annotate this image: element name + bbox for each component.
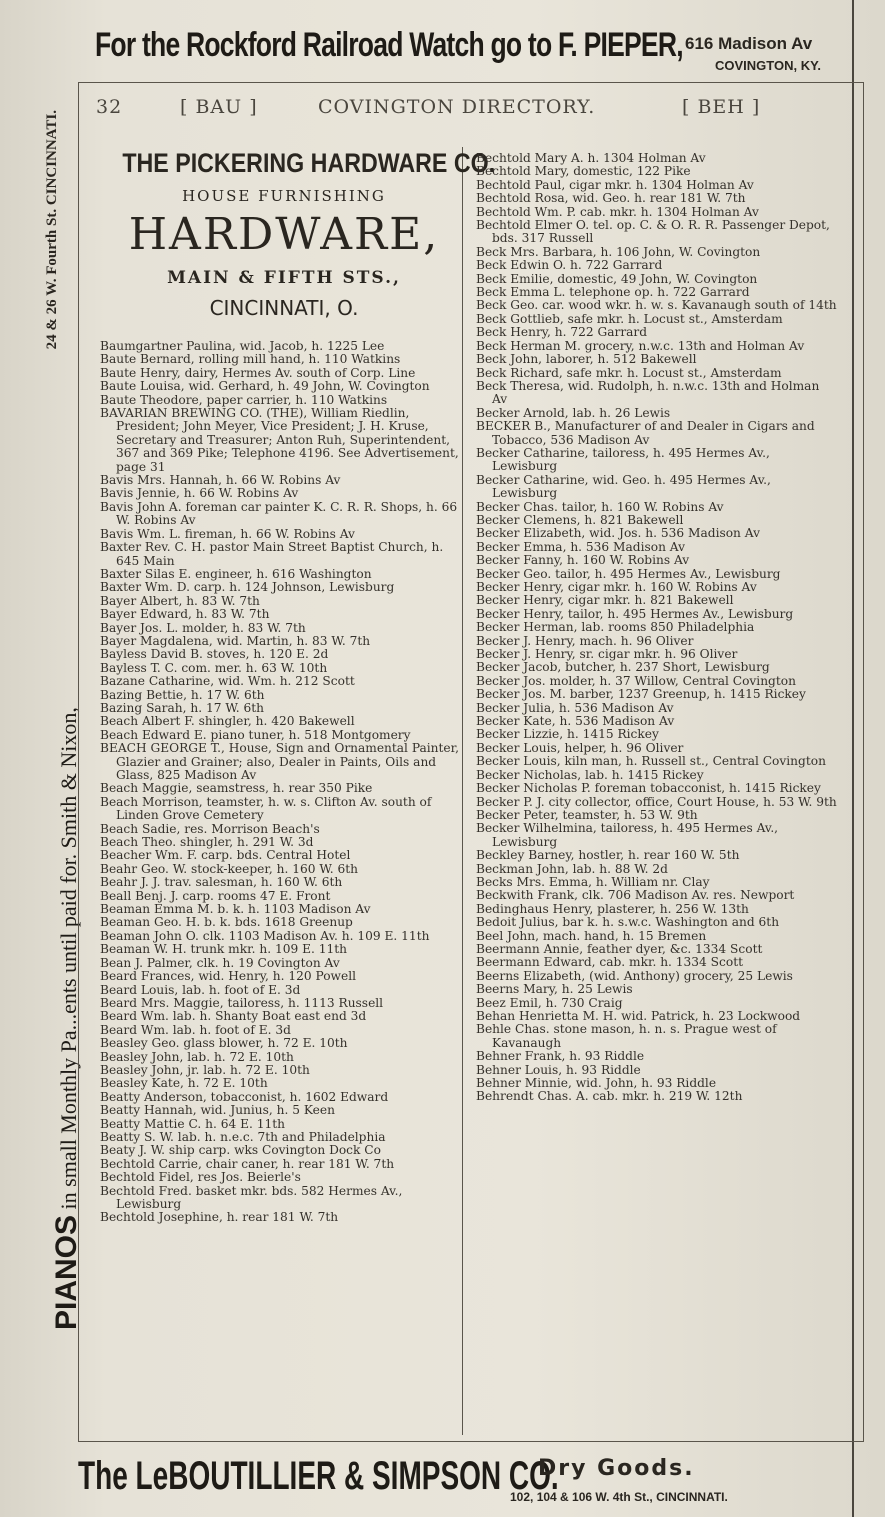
directory-entry: Behle Chas. stone mason, h. n. s. Prague west of Kavanaugh: [476, 1022, 777, 1050]
directory-entry: Beach Edward E. piano tuner, h. 518 Montgomery: [100, 727, 411, 742]
directory-entry: Bedoit Julius, bar k. h. s.w.c. Washington and 6th: [476, 915, 780, 930]
directory-entry: Beach Albert F. shingler, h. 420 Bakewell: [100, 714, 355, 729]
left-column-entries: [100, 340, 466, 1225]
directory-entry: Beel John, mach. hand, h. 15 Bremen: [476, 928, 707, 943]
directory-entry: Bechtold Paul, cigar mkr. h. 1304 Holman Av: [476, 177, 754, 192]
directory-entry: Becker P. J. city collector, office, Court House, h. 53 W. 9th: [476, 794, 837, 809]
directory-entry: Beermann Annie, feather dyer, &c. 1334 Scott: [476, 941, 763, 956]
directory-entry: Baxter Silas E. engineer, h. 616 Washington: [100, 566, 372, 581]
directory-entry: Baute Theodore, paper carrier, h. 110 Watkins: [100, 392, 388, 407]
directory-entry: Beckwith Frank, clk. 706 Madison Av. res. Newport: [476, 888, 795, 903]
directory-entry: Bedinghaus Henry, plasterer, h. 256 W. 13th: [476, 901, 749, 916]
directory-entry: Becker Fanny, h. 160 W. Robins Av: [476, 553, 690, 568]
directory-entry: Beermann Edward, cab. mkr. h. 1334 Scott: [476, 955, 743, 970]
hardware-advertisement: [96, 146, 496, 336]
directory-entry: Beatty Anderson, tobacconist, h. 1602 Edward: [100, 1089, 389, 1104]
bottom-ad-company: The LeBOUTILLIER & SIMPSON CO.: [78, 1454, 559, 1498]
directory-entry: Beckman John, lab. h. 88 W. 2d: [476, 861, 668, 876]
directory-entry: Beard Wm. lab. h. foot of E. 3d: [100, 1022, 291, 1037]
hardware-ad-line1: HOUSE FURNISHING: [182, 187, 386, 205]
directory-entry: Becker Henry, tailor, h. 495 Hermes Av., Lewisburg: [476, 606, 794, 621]
directory-entry: Bechtold Mary A. h. 1304 Holman Av: [476, 151, 706, 165]
hardware-ad-company: THE PICKERING HARDWARE CO.: [122, 148, 496, 178]
directory-entry: Beck Mrs. Barbara, h. 106 John, W. Covington: [476, 244, 761, 259]
directory-entry: Beach Theo. shingler, h. 291 W. 3d: [100, 835, 314, 850]
directory-entry: Behner Louis, h. 93 Riddle: [476, 1062, 641, 1077]
bottom-advertisement: [78, 1448, 862, 1510]
directory-entry: Becker J. Henry, sr. cigar mkr. h. 96 Oliver: [476, 647, 738, 662]
directory-entry: Becker Nicholas P. foreman tobacconist, h. 1415 Rickey: [476, 781, 821, 796]
directory-entry: Beck Emma L. telephone op. h. 722 Garrard: [476, 285, 750, 300]
directory-entry: Beasley Geo. glass blower, h. 72 E. 10th: [100, 1036, 348, 1051]
directory-entry: Beaman Emma M. b. k. h. 1103 Madison Av: [100, 902, 371, 917]
header-right-key: [ BEH ]: [682, 96, 761, 118]
directory-entry: Beckley Barney, hostler, h. rear 160 W. 5th: [476, 848, 740, 863]
directory-entry: Beck John, laborer, h. 512 Bakewell: [476, 352, 697, 367]
directory-entry: Becker Jos. molder, h. 37 Willow, Central Covington: [476, 673, 796, 688]
directory-entry: Beach Sadie, res. Morrison Beach's: [100, 821, 320, 836]
directory-entry: Behrendt Chas. A. cab. mkr. h. 219 W. 12th: [476, 1089, 743, 1104]
directory-entry: Baumgartner Paulina, wid. Jacob, h. 1225 Lee: [100, 339, 385, 353]
directory-entry: Becker Catharine, wid. Geo. h. 495 Hermes Av., Lewisburg: [476, 472, 771, 501]
directory-entry: Bayless David B. stoves, h. 120 E. 2d: [100, 647, 329, 662]
side-address-text: 24 & 26 W. Fourth St. CINCINNATI.: [44, 110, 60, 350]
directory-entry: Beck Richard, safe mkr. h. Locust st., Amsterdam: [476, 365, 782, 380]
directory-entry: Bechtold Rosa, wid. Geo. h. rear 181 W. 7th: [476, 191, 746, 206]
hardware-ad-line3: MAIN & FIFTH STS.,: [167, 268, 401, 288]
directory-entry: Beez Emil, h. 730 Craig: [476, 995, 623, 1010]
directory-entry: Beacher Wm. F. carp. bds. Central Hotel: [100, 848, 351, 863]
directory-entry: Becker Jos. M. barber, 1237 Greenup, h. 1415 Rickey: [476, 687, 806, 702]
directory-entry: Bayer Albert, h. 83 W. 7th: [100, 593, 260, 608]
right-column-entries: [476, 152, 838, 1104]
directory-entry: Becker Emma, h. 536 Madison Av: [476, 539, 686, 554]
bottom-ad-address: 102, 104 & 106 W. 4th St., CINCINNATI.: [510, 1490, 728, 1504]
bottom-ad-goods: Dry Goods.: [538, 1456, 695, 1481]
directory-entry: Becker Louis, kiln man, h. Russell st., Central Covington: [476, 754, 826, 769]
directory-entry: Becker Clemens, h. 821 Bakewell: [476, 512, 684, 527]
directory-entry: Beard Louis, lab. h. foot of E. 3d: [100, 982, 301, 997]
directory-entry: Bavis Wm. L. fireman, h. 66 W. Robins Av: [100, 526, 355, 541]
directory-entry: Bechtold Josephine, h. rear 181 W. 7th: [100, 1210, 339, 1225]
directory-entry: Bavis Mrs. Hannah, h. 66 W. Robins Av: [100, 473, 341, 488]
directory-entry: Becks Mrs. Emma, h. William nr. Clay: [476, 874, 710, 889]
directory-entry: Becker Herman, lab. rooms 850 Philadelphia: [476, 620, 755, 635]
directory-entry: Beahr Geo. W. stock-keeper, h. 160 W. 6th: [100, 861, 358, 876]
directory-entry: Beaman Geo. H. b. k. bds. 1618 Greenup: [100, 915, 353, 930]
directory-entry: Becker Lizzie, h. 1415 Rickey: [476, 727, 659, 742]
directory-entry: Beasley John, jr. lab. h. 72 E. 10th: [100, 1062, 310, 1077]
directory-entry: Beach Morrison, teamster, h. w. s. Clifton Av. south of Linden Grove Cemetery: [100, 794, 432, 823]
directory-entry: Bechtold Wm. P. cab. mkr. h. 1304 Holman Av: [476, 204, 759, 219]
directory-entry: BEACH GEORGE T., House, Sign and Ornamental Painter, Glazier and Grainer; also, Dealer in Paints, Oils and Glass, 825 Madison Av: [100, 741, 459, 782]
directory-entry: Beatty Mattie C. h. 64 E. 11th: [100, 1116, 286, 1131]
directory-entry: Bechtold Mary, domestic, 122 Pike: [476, 164, 691, 179]
hardware-ad-line4: CINCINNATI, O.: [209, 296, 359, 320]
directory-entry: Becker Jacob, butcher, h. 237 Short, Lewisburg: [476, 660, 770, 675]
top-advertisement: [95, 22, 855, 82]
directory-entry: Becker Nicholas, lab. h. 1415 Rickey: [476, 767, 704, 782]
directory-entry: Bechtold Fidel, res Jos. Beierle's: [100, 1170, 301, 1185]
directory-entry: Bayer Magdalena, wid. Martin, h. 83 W. 7th: [100, 633, 371, 648]
directory-entry: Bayer Jos. L. molder, h. 83 W. 7th: [100, 620, 306, 635]
directory-entry: Bazing Bettie, h. 17 W. 6th: [100, 687, 265, 702]
directory-entry: Beck Edwin O. h. 722 Garrard: [476, 258, 663, 273]
directory-entry: Bean J. Palmer, clk. h. 19 Covington Av: [100, 955, 340, 970]
directory-entry: Beaty J. W. ship carp. wks Covington Dock Co: [100, 1143, 381, 1158]
directory-entry: Bechtold Elmer O. tel. op. C. & O. R. R. Passenger Depot, bds. 317 Russell: [476, 218, 830, 246]
directory-entry: Beck Herman M. grocery, n.w.c. 13th and Holman Av: [476, 338, 805, 353]
directory-entry: Becker Catharine, tailoress, h. 495 Hermes Av., Lewisburg: [476, 445, 770, 474]
directory-entry: Beahr J. J. trav. salesman, h. 160 W. 6th: [100, 875, 343, 890]
directory-entry: Beach Maggie, seamstress, h. rear 350 Pike: [100, 781, 373, 796]
directory-entry: Baxter Wm. D. carp. h. 124 Johnson, Lewisburg: [100, 580, 395, 595]
directory-entry: Beck Henry, h. 722 Garrard: [476, 325, 648, 340]
directory-entry: Becker Arnold, lab. h. 26 Lewis: [476, 405, 671, 420]
directory-entry: Baute Bernard, rolling mill hand, h. 110 Watkins: [100, 352, 401, 367]
page-title: COVINGTON DIRECTORY.: [318, 96, 596, 118]
directory-entry: Beck Gottlieb, safe mkr. h. Locust st., Amsterdam: [476, 311, 783, 326]
directory-entry: Becker Peter, teamster, h. 53 W. 9th: [476, 807, 698, 822]
directory-entry: Beall Benj. J. carp. rooms 47 E. Front: [100, 888, 331, 903]
directory-entry: Bayer Edward, h. 83 W. 7th: [100, 607, 270, 622]
header-left-key: [ BAU ]: [180, 96, 258, 118]
directory-entry: Becker Wilhelmina, tailoress, h. 495 Hermes Av., Lewisburg: [476, 821, 779, 849]
top-ad-address: 616 Madison Av: [685, 34, 813, 53]
directory-entry: BAVARIAN BREWING CO. (THE), William Riedlin, President; John Meyer, Vice President; J. H. Kruse, Secretary and Treasurer; Anton Ruh, Superintendent, 367 and 369 Pike; Telephone 4196. See Advertisement, page 31: [100, 406, 459, 474]
directory-entry: Becker Louis, helper, h. 96 Oliver: [476, 740, 684, 755]
directory-entry: Baute Henry, dairy, Hermes Av. south of Corp. Line: [100, 365, 416, 380]
directory-entry: Bavis Jennie, h. 66 W. Robins Av: [100, 486, 299, 501]
directory-entry: Bechtold Fred. basket mkr. bds. 582 Hermes Av., Lewisburg: [100, 1183, 403, 1211]
top-ad-city: COVINGTON, KY.: [715, 58, 821, 73]
directory-entry: Bavis John A. foreman car painter K. C. R. R. Shops, h. 66 W. Robins Av: [100, 499, 458, 528]
directory-entry: Bayless T. C. com. mer. h. 63 W. 10th: [100, 660, 328, 675]
directory-entry: Beerns Elizabeth, (wid. Anthony) grocery, 25 Lewis: [476, 968, 793, 983]
directory-entry: Beerns Mary, h. 25 Lewis: [476, 982, 633, 997]
page-header: [96, 96, 776, 130]
directory-entry: Becker Henry, cigar mkr. h. 160 W. Robins Av: [476, 580, 757, 594]
directory-entry: Beaman John O. clk. 1103 Madison Av. h. 109 E. 11th: [100, 928, 430, 943]
directory-entry: Bazane Catharine, wid. Wm. h. 212 Scott: [100, 674, 355, 689]
side-address-strip: [24, 110, 64, 350]
directory-entry: Baxter Rev. C. H. pastor Main Street Baptist Church, h. 645 Main: [100, 540, 444, 568]
directory-entry: Becker Geo. tailor, h. 495 Hermes Av., Lewisburg: [476, 566, 781, 581]
directory-entry: Beck Theresa, wid. Rudolph, h. n.w.c. 13th and Holman Av: [476, 378, 820, 407]
directory-entry: Behner Minnie, wid. John, h. 93 Riddle: [476, 1076, 717, 1091]
directory-entry: Bechtold Carrie, chair caner, h. rear 181 W. 7th: [100, 1156, 395, 1171]
directory-entry: Behan Henrietta M. H. wid. Patrick, h. 23 Lockwood: [476, 1009, 801, 1023]
directory-entry: Beasley Kate, h. 72 E. 10th: [100, 1076, 268, 1091]
directory-entry: Beard Wm. lab. h. Shanty Boat east end 3d: [100, 1009, 367, 1024]
side-advertisement: [4, 330, 83, 1380]
side-ad-bold: PIANOS: [50, 1214, 83, 1330]
directory-entry: BECKER B., Manufacturer of and Dealer in Cigars and Tobacco, 536 Madison Av: [476, 419, 815, 447]
directory-entry: Bazing Sarah, h. 17 W. 6th: [100, 700, 264, 715]
directory-entry: Beck Emilie, domestic, 49 John, W. Covington: [476, 271, 758, 286]
directory-entry: Becker Henry, cigar mkr. h. 821 Bakewell: [476, 593, 734, 608]
side-ad-rest: in small Monthly Pa...ents until paid for. Smith & Nixon,: [56, 707, 81, 1215]
hardware-ad-line2: HARDWARE,: [128, 209, 440, 260]
directory-entry: Becker Kate, h. 536 Madison Av: [476, 714, 675, 729]
directory-entry: Beaman W. H. trunk mkr. h. 109 E. 11th: [100, 942, 347, 957]
directory-entry: Beatty Hannah, wid. Junius, h. 5 Keen: [100, 1103, 335, 1118]
top-ad-main-text: For the Rockford Railroad Watch go to F. PIEPER,: [95, 26, 683, 64]
directory-entry: Beard Frances, wid. Henry, h. 120 Powell: [100, 969, 357, 984]
directory-entry: Becker J. Henry, mach. h. 96 Oliver: [476, 633, 694, 648]
directory-entry: Baute Louisa, wid. Gerhard, h. 49 John, W. Covington: [100, 379, 430, 394]
directory-entry: Becker Elizabeth, wid. Jos. h. 536 Madison Av: [476, 526, 760, 541]
page-number: 32: [96, 96, 123, 118]
directory-entry: Beasley John, lab. h. 72 E. 10th: [100, 1049, 294, 1064]
directory-entry: Beard Mrs. Maggie, tailoress, h. 1113 Russell: [100, 995, 384, 1010]
directory-entry: Becker Chas. tailor, h. 160 W. Robins Av: [476, 499, 724, 514]
directory-entry: Beck Geo. car. wood wkr. h. w. s. Kavanaugh south of 14th: [476, 298, 837, 313]
directory-entry: Behner Frank, h. 93 Riddle: [476, 1049, 645, 1064]
directory-entry: Beatty S. W. lab. h. n.e.c. 7th and Philadelphia: [100, 1129, 386, 1144]
directory-entry: Becker Julia, h. 536 Madison Av: [476, 700, 674, 715]
